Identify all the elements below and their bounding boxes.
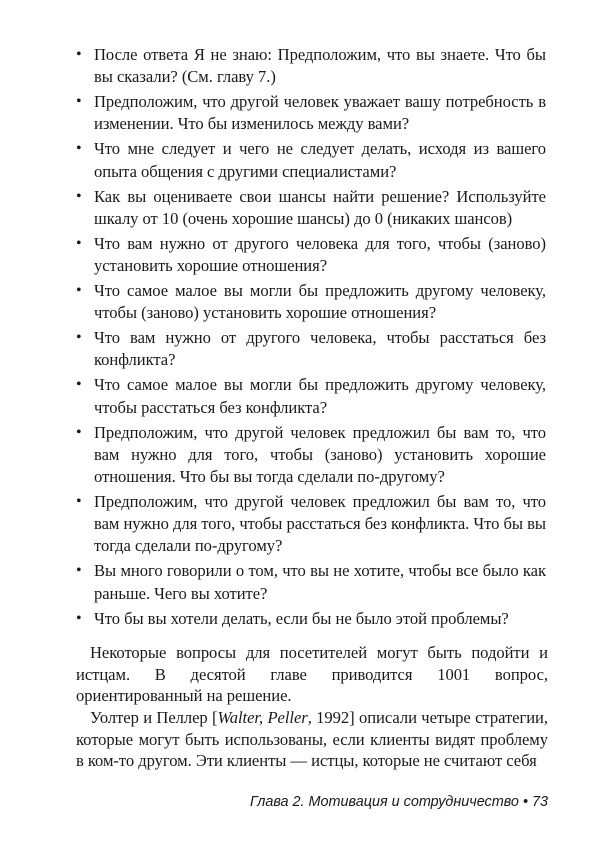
list-item-text: • Вы много говорили о том, что вы не хотите, чтобы все было как раньше. Чего вы хотите?: [94, 561, 546, 603]
list-item-text: • Что самое малое вы могли бы предложить другому человеку, чтобы расстаться без конфликта?: [94, 375, 546, 417]
list-item: [76, 560, 546, 604]
paragraph-text-start: Уолтер и Пеллер [: [90, 708, 218, 727]
list-item-text: • Что бы вы хотели делать, если бы не было этой проблемы?: [94, 608, 509, 628]
list-item-text: • Предположим, что другой человек предложил бы вам то, что вам нужно для того, чтобы расстаться без конфликта. Что бы вы тогда сделали по-другому?: [94, 492, 546, 556]
list-item-text: • Что вам нужно от другого человека, чтобы расстаться без конфликта?: [94, 328, 546, 370]
list-item: [76, 280, 546, 324]
body-paragraph-2: [76, 707, 548, 772]
page-number: 73: [531, 794, 548, 810]
list-item: [76, 44, 546, 88]
list-item: [76, 91, 546, 135]
list-item: [76, 608, 546, 630]
list-item: [76, 138, 546, 182]
footer-separator: •: [522, 794, 528, 810]
list-item: [76, 422, 546, 489]
list-item-text: • Что вам нужно от другого человека для того, чтобы (заново) установить хорошие отношения?: [94, 233, 546, 276]
chapter-title: Глава 2. Мотивация и сотрудничество: [250, 794, 519, 810]
list-item-text: • Как вы оцениваете свои шансы найти решение? Используйте шкалу от 10 (очень хорошие шансы) до 0 (никаких шансов): [94, 186, 546, 228]
body-paragraph-1: Некоторые вопросы для посетителей могут быть подойти и истцам. В десятой главе приводится 1001 вопрос, ориентированный на решение.: [76, 643, 548, 706]
list-item: [76, 233, 546, 277]
running-footer: [76, 794, 548, 810]
citation-authors: Walter, Peller: [217, 708, 308, 727]
list-item-text: • После ответа Я не знаю: Предположим, что вы знаете. Что бы вы сказали? (См. главу 7.): [94, 45, 546, 87]
list-item-text: • Что мне следует и чего не следует делать, исходя из вашего опыта общения с другими специалистами?: [94, 139, 546, 181]
list-item: [76, 491, 546, 558]
list-item: [76, 186, 546, 230]
question-list: [76, 44, 546, 633]
list-item: [76, 327, 546, 371]
list-item-text: • Предположим, что другой человек предложил бы вам то, что вам нужно для того, чтобы (заново) установить хорошие отношения. Что бы вы тогда сделали по-другому?: [94, 422, 546, 487]
list-item-text: • Что самое малое вы могли бы предложить другому человеку, чтобы (заново) установить хорошие отношения?: [94, 281, 546, 323]
list-item-text: • Предположим, что другой человек уважает вашу потребность в изменении. Что бы изменилось между вами?: [94, 92, 546, 134]
paragraph-text-rest: , 1992] описали четыре стратегии, которые могут быть использованы, если клиенты видят проблему в ком-то другом. Эти клиенты — истцы, которые не считают себя: [76, 708, 548, 771]
list-item: [76, 374, 546, 418]
